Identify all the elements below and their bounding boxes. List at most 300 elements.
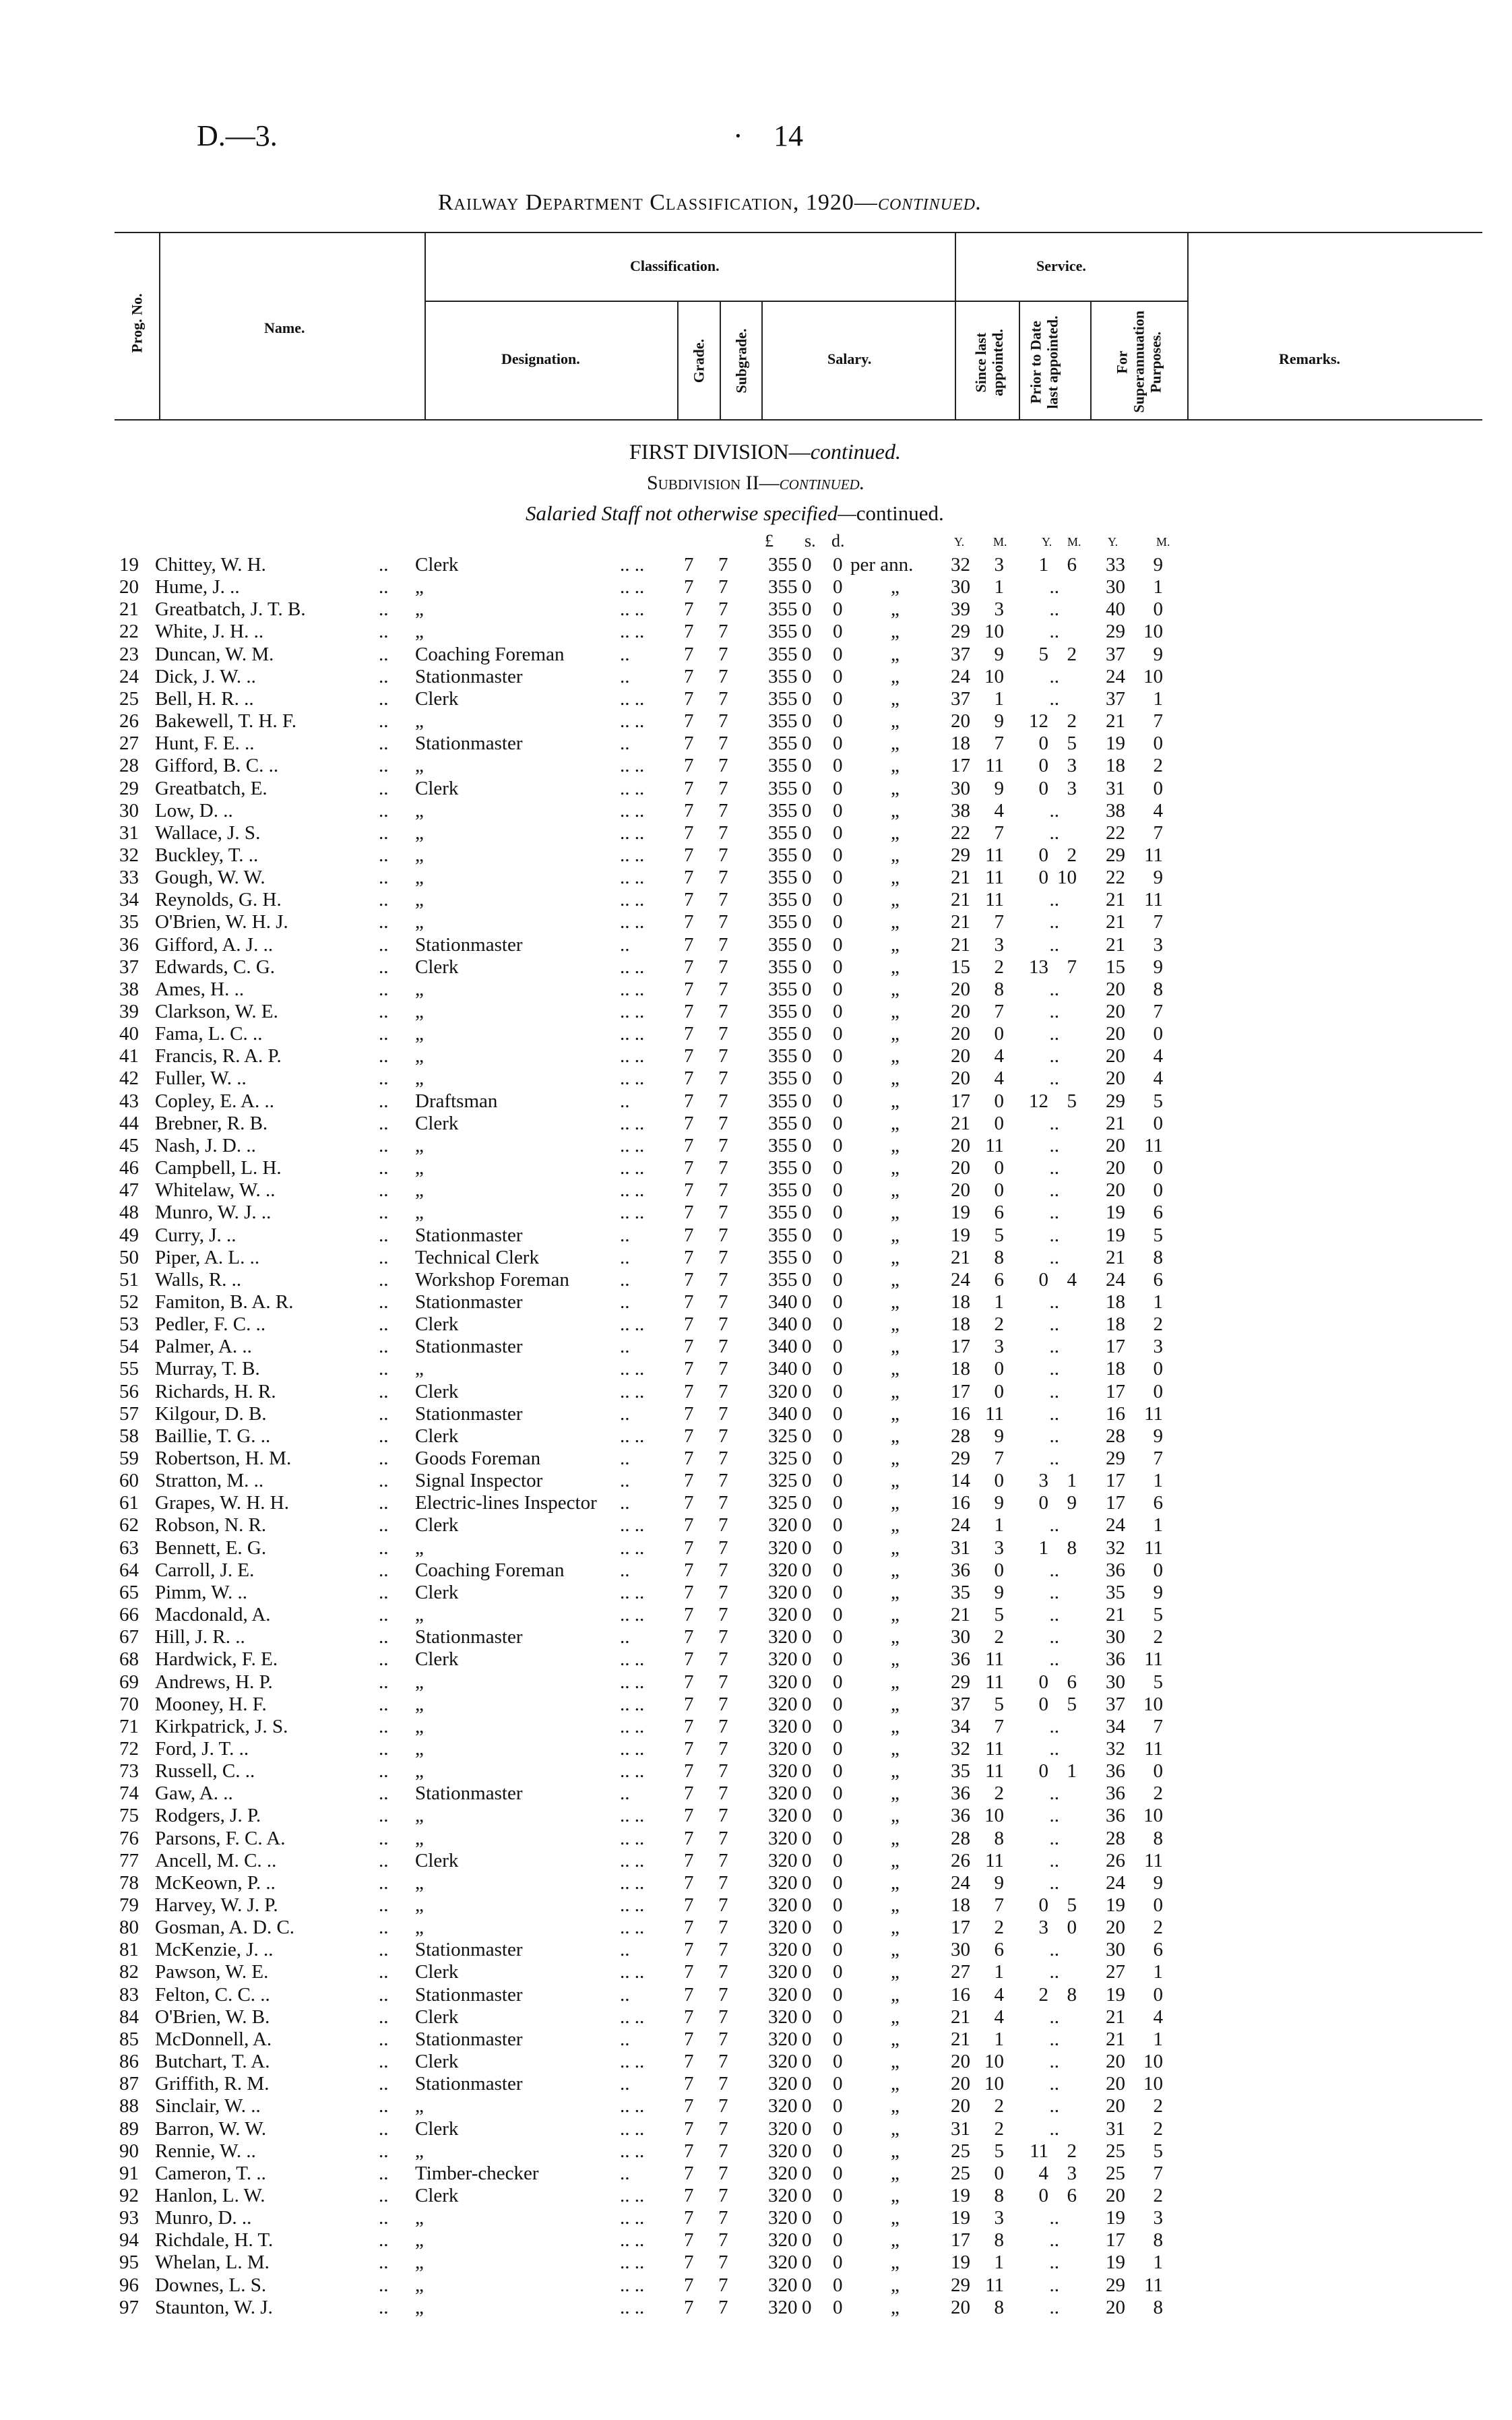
- cell-salary-pounds: 320: [768, 2051, 798, 2073]
- table-row: [0, 1470, 1512, 1492]
- cell-prior-years: ..: [1049, 1202, 1059, 1224]
- cell-since-months: 8: [994, 978, 1004, 1000]
- cell-since-years: 30: [951, 1939, 970, 1961]
- cell-salary-pounds: 355: [768, 665, 798, 687]
- cell-since-years: 19: [951, 1202, 970, 1224]
- header-bottom-rule: [115, 419, 1482, 421]
- cell-prog-no: 39: [119, 1001, 139, 1022]
- cell-since-months: 8: [994, 2229, 1004, 2252]
- cell-subgrade: 7: [718, 1737, 728, 1760]
- cell-prior-years: ..: [1049, 1023, 1059, 1045]
- cell-prior-months: 6: [1067, 554, 1077, 576]
- cell-salary-shillings: 0: [802, 1001, 812, 1022]
- cell-salary-shillings: 0: [802, 911, 812, 933]
- cell-super-months: 1: [1153, 2252, 1163, 2274]
- cell-prior-years: ..: [1049, 1604, 1059, 1626]
- cell-salary-shillings: 0: [802, 733, 812, 755]
- cell-prior-months: 2: [1067, 710, 1077, 733]
- cell-since-months: 11: [985, 844, 1004, 866]
- table-row: [0, 1202, 1512, 1224]
- cell-salary-shillings: 0: [802, 1358, 812, 1380]
- table-row: [0, 2207, 1512, 2229]
- cell-name: Bakewell, T. H. F.: [155, 710, 297, 733]
- cell-name: Ames, H. ..: [155, 978, 245, 1000]
- cell-since-months: 11: [985, 1134, 1004, 1156]
- cell-super-years: 20: [1106, 1917, 1125, 1939]
- cell-prior-years: ..: [1049, 576, 1059, 598]
- cell-since-months: 9: [994, 777, 1004, 799]
- cell-name: Piper, A. L. ..: [155, 1246, 260, 1268]
- cell-designation: „: [415, 576, 424, 598]
- cell-since-years: 19: [951, 2207, 970, 2229]
- cell-salary-pounds: 355: [768, 1112, 798, 1134]
- cell-salary-pounds: 320: [768, 1514, 798, 1537]
- cell-designation: „: [415, 1604, 424, 1626]
- cell-super-months: 6: [1153, 1939, 1163, 1961]
- cell-super-months: 1: [1153, 1961, 1163, 1983]
- cell-name: McKeown, P. ..: [155, 1871, 276, 1894]
- cell-since-months: 9: [994, 1425, 1004, 1447]
- cell-grade: 7: [684, 1001, 694, 1022]
- cell-super-years: 28: [1106, 1425, 1125, 1447]
- cell-salary-pounds: 355: [768, 598, 798, 621]
- cell-super-years: 20: [1106, 1179, 1125, 1202]
- cell-prog-no: 20: [119, 576, 139, 598]
- cell-grade: 7: [684, 1023, 694, 1045]
- cell-subgrade: 7: [718, 1604, 728, 1626]
- cell-since-months: 5: [994, 1604, 1004, 1626]
- cell-prior-years: ..: [1049, 1336, 1059, 1358]
- cell-since-months: 1: [994, 2252, 1004, 2274]
- cell-grade: 7: [684, 710, 694, 733]
- col-divider: [424, 232, 426, 421]
- cell-designation-dots: ..: [620, 1246, 630, 1268]
- cell-salary-shillings: 0: [802, 867, 812, 889]
- cell-grade: 7: [684, 1894, 694, 1916]
- cell-salary-unit: „: [891, 1045, 900, 1067]
- cell-prior-months: 6: [1067, 2184, 1077, 2206]
- cell-designation: Clerk: [415, 687, 459, 710]
- cell-prog-no: 35: [119, 911, 139, 933]
- cell-designation: Stationmaster: [415, 933, 523, 956]
- cell-salary-unit: „: [891, 1090, 900, 1112]
- cell-designation: „: [415, 2140, 424, 2162]
- cell-designation-dots: .. ..: [620, 978, 645, 1000]
- cell-designation-dots: .. ..: [620, 1112, 645, 1134]
- cell-subgrade: 7: [718, 1268, 728, 1291]
- cell-super-months: 9: [1153, 867, 1163, 889]
- cell-prior-years: 12: [1029, 1090, 1048, 1112]
- cell-prior-months: 5: [1067, 733, 1077, 755]
- cell-super-years: 22: [1106, 867, 1125, 889]
- cell-since-months: 0: [994, 1090, 1004, 1112]
- cell-designation-dots: ..: [620, 1983, 630, 2006]
- cell-designation-dots: .. ..: [620, 710, 645, 733]
- cell-salary-pounds: 355: [768, 1224, 798, 1246]
- cell-designation-dots: ..: [620, 1224, 630, 1246]
- cell-super-months: 9: [1153, 554, 1163, 576]
- cell-name: Munro, D. ..: [155, 2207, 252, 2229]
- cell-salary-pence: 0: [833, 2229, 843, 2252]
- cell-prog-no: 56: [119, 1380, 139, 1402]
- cell-leader-dots: ..: [379, 1849, 389, 1871]
- cell-super-years: 30: [1106, 1939, 1125, 1961]
- cell-salary-unit: „: [891, 1871, 900, 1894]
- table-row: [0, 1872, 1512, 1894]
- cell-super-months: 5: [1153, 1671, 1163, 1693]
- cell-designation-dots: .. ..: [620, 799, 645, 821]
- cell-subgrade: 7: [718, 821, 728, 844]
- cell-prog-no: 64: [119, 1559, 139, 1581]
- cell-name: Whitelaw, W. ..: [155, 1179, 276, 1202]
- cell-super-months: 2: [1153, 2117, 1163, 2140]
- cell-since-years: 18: [951, 1358, 970, 1380]
- cell-prior-years: ..: [1049, 933, 1059, 956]
- cell-prior-years: ..: [1049, 1581, 1059, 1603]
- cell-since-years: 21: [951, 2028, 970, 2050]
- cell-since-months: 11: [985, 755, 1004, 777]
- cell-since-months: 11: [985, 1737, 1004, 1760]
- cell-since-months: 0: [994, 1179, 1004, 1202]
- cell-name: Dick, J. W. ..: [155, 665, 256, 687]
- cell-super-months: 6: [1153, 1202, 1163, 1224]
- cell-name: Staunton, W. J.: [155, 2296, 273, 2318]
- table-row: [0, 2185, 1512, 2207]
- cell-salary-unit: „: [891, 1514, 900, 1537]
- cell-salary-shillings: 0: [802, 844, 812, 866]
- cell-salary-unit: „: [891, 1827, 900, 1849]
- table-row: [0, 1113, 1512, 1135]
- cell-since-months: 8: [994, 1827, 1004, 1849]
- cell-prior-months: 8: [1067, 1983, 1077, 2006]
- cell-super-months: 0: [1153, 1894, 1163, 1916]
- cell-salary-pence: 0: [833, 1448, 843, 1469]
- cell-prior-years: ..: [1049, 1626, 1059, 1648]
- col-divider: [677, 301, 679, 421]
- cell-salary-pence: 0: [833, 1157, 843, 1179]
- cell-designation-dots: .. ..: [620, 554, 645, 576]
- cell-grade: 7: [684, 1871, 694, 1894]
- cell-since-years: 24: [951, 1871, 970, 1894]
- cell-super-months: 0: [1153, 1179, 1163, 1202]
- cell-salary-pence: 0: [833, 1782, 843, 1805]
- cell-salary-unit: „: [891, 2184, 900, 2206]
- cell-super-months: 0: [1153, 777, 1163, 799]
- cell-designation: Stationmaster: [415, 1782, 523, 1805]
- cell-super-years: 21: [1106, 1112, 1125, 1134]
- table-row: [0, 844, 1512, 867]
- cell-designation: Stationmaster: [415, 1939, 523, 1961]
- cell-salary-pounds: 355: [768, 1202, 798, 1224]
- cell-prog-no: 70: [119, 1693, 139, 1715]
- cell-leader-dots: ..: [379, 598, 389, 621]
- cell-super-years: 21: [1106, 2006, 1125, 2028]
- cell-prog-no: 49: [119, 1224, 139, 1246]
- header-salary: Salary.: [827, 350, 872, 367]
- cell-since-years: 36: [951, 1648, 970, 1671]
- cell-super-years: 31: [1106, 2117, 1125, 2140]
- cell-name: Clarkson, W. E.: [155, 1001, 278, 1022]
- cell-designation: „: [415, 1917, 424, 1939]
- cell-leader-dots: ..: [379, 1358, 389, 1380]
- cell-since-years: 36: [951, 1782, 970, 1805]
- cell-prog-no: 44: [119, 1112, 139, 1134]
- cell-grade: 7: [684, 2073, 694, 2095]
- cell-salary-pence: 0: [833, 1470, 843, 1492]
- cell-salary-unit: „: [891, 2028, 900, 2050]
- cell-subgrade: 7: [718, 1715, 728, 1737]
- cell-super-months: 4: [1153, 2006, 1163, 2028]
- cell-salary-unit: „: [891, 1648, 900, 1671]
- table-row: [0, 1582, 1512, 1604]
- cell-since-years: 17: [951, 755, 970, 777]
- cell-prior-years: 0: [1038, 867, 1048, 889]
- cell-prog-no: 66: [119, 1604, 139, 1626]
- cell-salary-shillings: 0: [802, 2184, 812, 2206]
- cell-salary-shillings: 0: [802, 2162, 812, 2184]
- cell-grade: 7: [684, 1581, 694, 1603]
- cell-since-years: 20: [951, 710, 970, 733]
- cell-salary-pounds: 320: [768, 2095, 798, 2117]
- cell-prog-no: 60: [119, 1470, 139, 1492]
- cell-grade: 7: [684, 598, 694, 621]
- table-row: [0, 1313, 1512, 1336]
- cell-leader-dots: ..: [379, 2162, 389, 2184]
- cell-designation-dots: .. ..: [620, 1313, 645, 1336]
- cell-since-months: 6: [994, 1268, 1004, 1291]
- cell-designation-dots: .. ..: [620, 1715, 645, 1737]
- cell-leader-dots: ..: [379, 2140, 389, 2162]
- header-top-rule: [115, 232, 1482, 233]
- cell-grade: 7: [684, 2162, 694, 2184]
- cell-salary-unit: „: [891, 777, 900, 799]
- cell-super-months: 2: [1153, 1313, 1163, 1336]
- cell-name: Griffith, R. M.: [155, 2073, 270, 2095]
- cell-super-months: 11: [1144, 1537, 1163, 1559]
- cell-prog-no: 24: [119, 665, 139, 687]
- cell-name: O'Brien, W. B.: [155, 2006, 270, 2028]
- cell-super-years: 22: [1106, 821, 1125, 844]
- cell-salary-pounds: 320: [768, 1917, 798, 1939]
- cell-salary-pence: 0: [833, 1894, 843, 1916]
- cell-salary-pounds: 320: [768, 1983, 798, 2006]
- cell-prog-no: 21: [119, 598, 139, 621]
- cell-since-years: 21: [951, 867, 970, 889]
- cell-prog-no: 34: [119, 889, 139, 911]
- cell-salary-unit: „: [891, 1425, 900, 1447]
- cell-super-years: 18: [1106, 1291, 1125, 1313]
- cell-designation-dots: .. ..: [620, 2252, 645, 2274]
- cell-since-years: 37: [951, 643, 970, 665]
- cell-salary-pounds: 320: [768, 1380, 798, 1402]
- cell-grade: 7: [684, 2184, 694, 2206]
- cell-salary-unit: „: [891, 911, 900, 933]
- table-row: [0, 1961, 1512, 1983]
- cell-subgrade: 7: [718, 2117, 728, 2140]
- cell-super-years: 20: [1106, 2095, 1125, 2117]
- cell-designation-dots: ..: [620, 733, 630, 755]
- cell-prior-years: ..: [1049, 1871, 1059, 1894]
- cell-salary-unit: „: [891, 598, 900, 621]
- cell-grade: 7: [684, 1448, 694, 1469]
- cell-salary-unit: „: [891, 1402, 900, 1425]
- cell-salary-unit: „: [891, 1604, 900, 1626]
- cell-prog-no: 61: [119, 1492, 139, 1514]
- table-row: [0, 1671, 1512, 1694]
- cell-designation: Stationmaster: [415, 1224, 523, 1246]
- cell-since-months: 3: [994, 933, 1004, 956]
- cell-name: Greatbatch, E.: [155, 777, 267, 799]
- cell-name: McKenzie, J. ..: [155, 1939, 274, 1961]
- cell-since-years: 21: [951, 1112, 970, 1134]
- cell-super-months: 6: [1153, 1268, 1163, 1291]
- cell-since-months: 10: [984, 2073, 1004, 2095]
- cell-salary-unit: „: [891, 1448, 900, 1469]
- cell-leader-dots: ..: [379, 1336, 389, 1358]
- cell-leader-dots: ..: [379, 1581, 389, 1603]
- cell-super-years: 19: [1106, 1983, 1125, 2006]
- cell-designation: „: [415, 978, 424, 1000]
- table-row: [0, 1090, 1512, 1113]
- cell-prog-no: 57: [119, 1402, 139, 1425]
- cell-super-years: 24: [1106, 1268, 1125, 1291]
- cell-salary-pounds: 355: [768, 933, 798, 956]
- cell-name: Reynolds, G. H.: [155, 889, 282, 911]
- cell-leader-dots: ..: [379, 1917, 389, 1939]
- cell-grade: 7: [684, 1090, 694, 1112]
- cell-salary-shillings: 0: [802, 2140, 812, 2162]
- cell-subgrade: 7: [718, 2229, 728, 2252]
- cell-salary-shillings: 0: [802, 576, 812, 598]
- unit-shillings: s.: [805, 531, 816, 551]
- cell-designation-dots: .. ..: [620, 1179, 645, 1202]
- cell-prog-no: 83: [119, 1983, 139, 2006]
- cell-name: Gifford, B. C. ..: [155, 755, 279, 777]
- cell-name: Parsons, F. C. A.: [155, 1827, 286, 1849]
- cell-grade: 7: [684, 1067, 694, 1090]
- cell-super-years: 32: [1106, 1537, 1125, 1559]
- cell-designation: „: [415, 1715, 424, 1737]
- cell-prog-no: 42: [119, 1067, 139, 1090]
- cell-salary-unit: „: [891, 2207, 900, 2229]
- cell-salary-pence: 0: [833, 643, 843, 665]
- cell-grade: 7: [684, 665, 694, 687]
- cell-prior-years: ..: [1049, 1514, 1059, 1537]
- cell-salary-shillings: 0: [802, 1179, 812, 1202]
- cell-grade: 7: [684, 2028, 694, 2050]
- cell-designation: Goods Foreman: [415, 1448, 541, 1469]
- cell-salary-unit: „: [891, 2140, 900, 2162]
- cell-designation-dots: ..: [620, 1492, 630, 1514]
- cell-salary-pence: 0: [833, 1760, 843, 1782]
- cell-prior-years: ..: [1049, 2051, 1059, 2073]
- cell-salary-pounds: 320: [768, 1693, 798, 1715]
- cell-designation-dots: ..: [620, 1470, 630, 1492]
- cell-prior-years: 1: [1038, 1537, 1048, 1559]
- cell-prog-no: 30: [119, 799, 139, 821]
- cell-salary-shillings: 0: [802, 1894, 812, 1916]
- cell-super-months: 0: [1153, 1983, 1163, 2006]
- cell-since-years: 21: [951, 2006, 970, 2028]
- cell-since-years: 20: [951, 2095, 970, 2117]
- cell-salary-pounds: 320: [768, 2162, 798, 2184]
- cell-salary-shillings: 0: [802, 1224, 812, 1246]
- cell-grade: 7: [684, 1917, 694, 1939]
- cell-prior-years: ..: [1049, 1112, 1059, 1134]
- cell-salary-shillings: 0: [802, 687, 812, 710]
- cell-since-years: 39: [951, 598, 970, 621]
- cell-since-years: 37: [951, 687, 970, 710]
- table-row: [0, 1358, 1512, 1380]
- cell-super-years: 20: [1106, 2051, 1125, 2073]
- cell-subgrade: 7: [718, 1380, 728, 1402]
- cell-name: Fama, L. C. ..: [155, 1023, 263, 1045]
- cell-salary-pence: 0: [833, 554, 843, 576]
- cell-salary-shillings: 0: [802, 1581, 812, 1603]
- cell-salary-pence: 0: [833, 978, 843, 1000]
- cell-designation: Clerk: [415, 1648, 459, 1671]
- cell-salary-unit: „: [891, 2006, 900, 2028]
- cell-salary-shillings: 0: [802, 1470, 812, 1492]
- cell-prior-years: ..: [1049, 1715, 1059, 1737]
- cell-prog-no: 28: [119, 755, 139, 777]
- cell-prior-years: ..: [1049, 1134, 1059, 1156]
- cell-super-years: 36: [1106, 1782, 1125, 1805]
- table-row: [0, 1850, 1512, 1872]
- cell-super-years: 28: [1106, 1827, 1125, 1849]
- cell-designation: Clerk: [415, 1581, 459, 1603]
- cell-grade: 7: [684, 1425, 694, 1447]
- cell-prog-no: 95: [119, 2252, 139, 2274]
- cell-prog-no: 23: [119, 643, 139, 665]
- cell-prog-no: 58: [119, 1425, 139, 1447]
- cell-salary-unit: „: [891, 867, 900, 889]
- cell-grade: 7: [684, 2274, 694, 2296]
- table-row: [0, 2073, 1512, 2095]
- cell-subgrade: 7: [718, 933, 728, 956]
- table-row: [0, 1448, 1512, 1470]
- unit-years: Y.: [1108, 535, 1119, 549]
- cell-salary-shillings: 0: [802, 2006, 812, 2028]
- cell-super-months: 9: [1153, 1581, 1163, 1603]
- table-row: [0, 621, 1512, 643]
- table-row: [0, 666, 1512, 688]
- table-row: [0, 1492, 1512, 1514]
- cell-leader-dots: ..: [379, 755, 389, 777]
- cell-leader-dots: ..: [379, 665, 389, 687]
- unit-months: M.: [993, 535, 1007, 549]
- cell-prog-no: 68: [119, 1648, 139, 1671]
- cell-designation-dots: .. ..: [620, 1917, 645, 1939]
- cell-name: Campbell, L. H.: [155, 1157, 282, 1179]
- cell-salary-shillings: 0: [802, 799, 812, 821]
- cell-designation-dots: .. ..: [620, 1380, 645, 1402]
- cell-grade: 7: [684, 1805, 694, 1827]
- cell-designation: Clerk: [415, 1380, 459, 1402]
- table-row: [0, 1224, 1512, 1247]
- cell-salary-unit: „: [891, 576, 900, 598]
- cell-prog-no: 54: [119, 1336, 139, 1358]
- cell-super-months: 11: [1144, 1402, 1163, 1425]
- table-row: [0, 733, 1512, 755]
- cell-name: Hunt, F. E. ..: [155, 733, 255, 755]
- cell-since-months: 11: [985, 1849, 1004, 1871]
- cell-grade: 7: [684, 2229, 694, 2252]
- cell-prior-years: ..: [1049, 598, 1059, 621]
- cell-salary-pounds: 340: [768, 1313, 798, 1336]
- cell-prog-no: 33: [119, 867, 139, 889]
- cell-prior-years: 0: [1038, 755, 1048, 777]
